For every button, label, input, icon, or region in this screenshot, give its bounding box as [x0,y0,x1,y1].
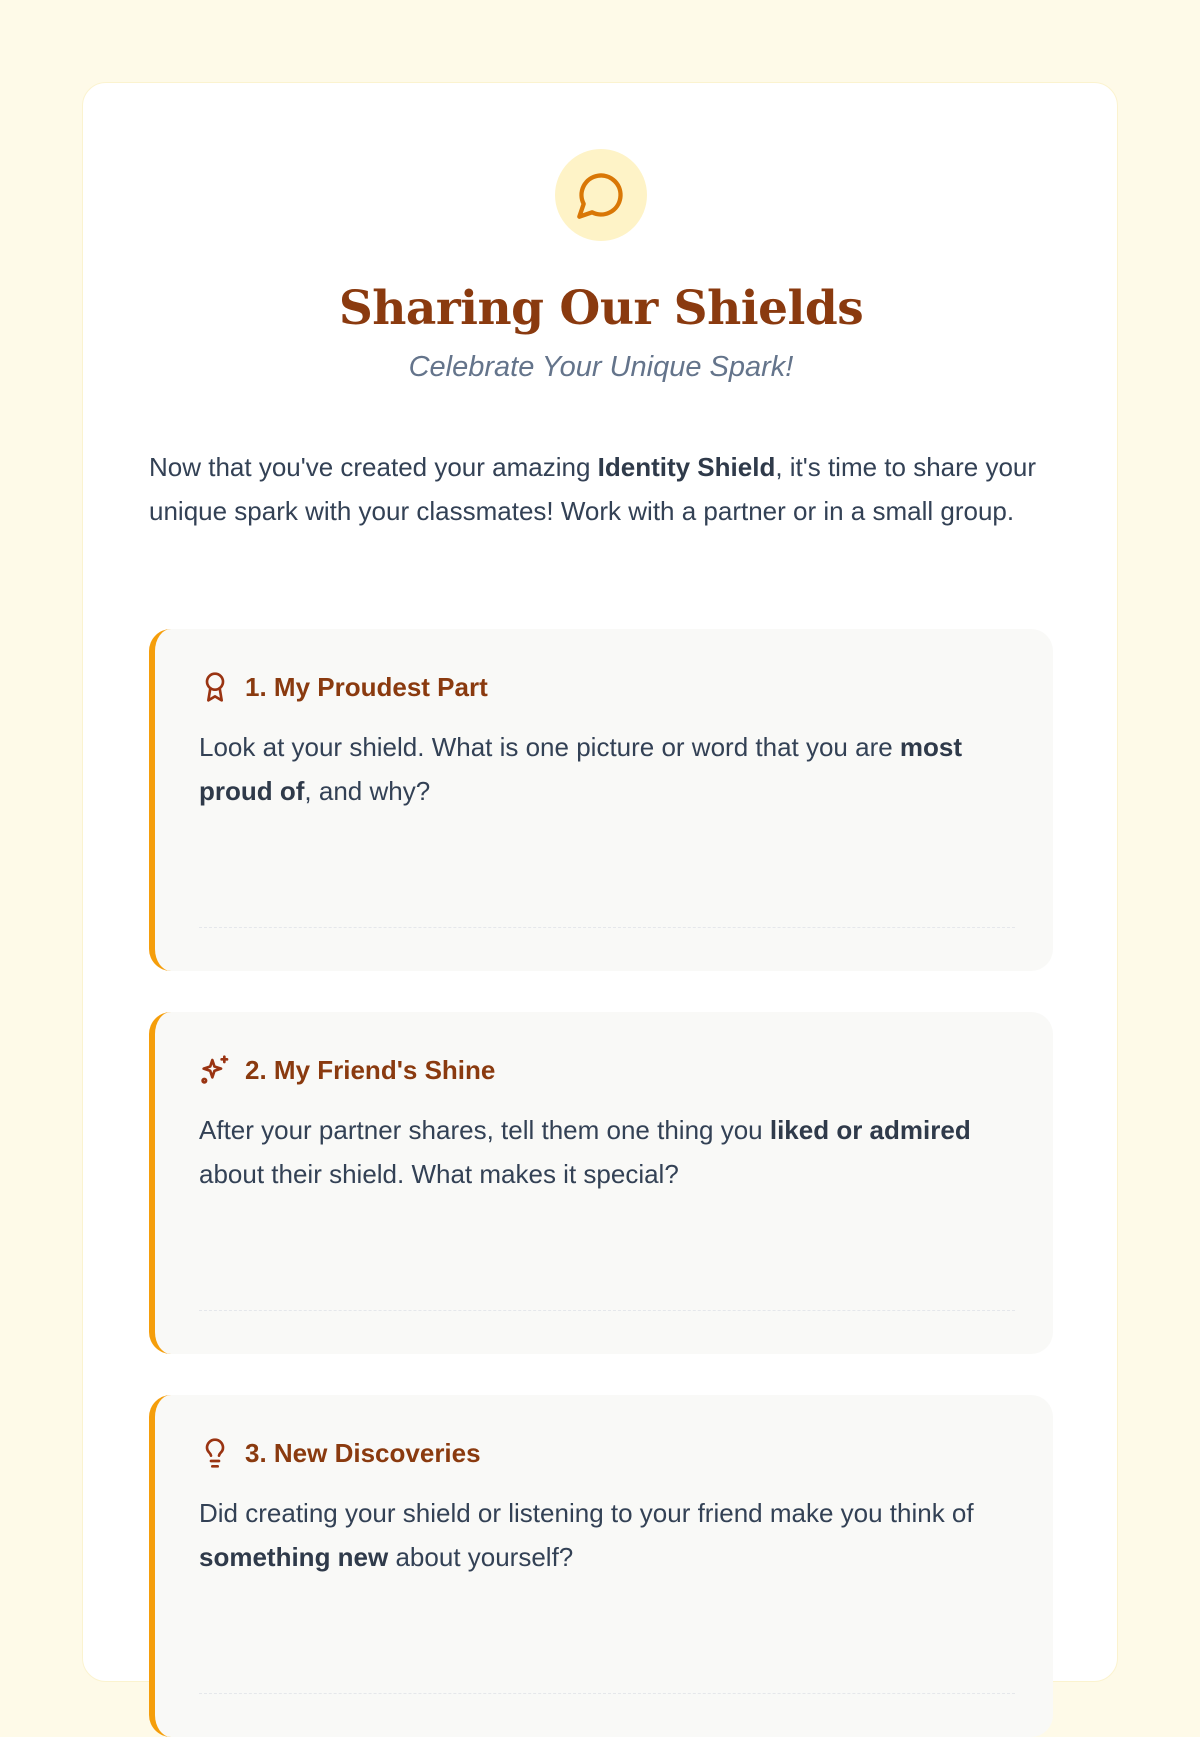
answer-line [199,1693,1015,1694]
page-subtitle: Celebrate Your Unique Spark! [408,351,794,383]
question-card [149,629,1053,971]
question-text-bold: most proud of [199,732,963,806]
question-text [199,725,999,813]
question-text-start: Look at your shield. What is one picture or word that you are [199,732,900,762]
page-title: Sharing Our Shields [338,281,864,336]
question-header [199,1054,495,1086]
question-title: 1. My Proudest Part [245,671,488,702]
question-text-end: about their shield. What makes it special? [199,1159,679,1189]
intro-text: Now that you've created your amazing [149,452,598,482]
question-card [149,1395,1053,1737]
question-card [149,1012,1053,1354]
question-header [199,1437,481,1469]
question-text [199,1491,999,1579]
question-title: 3. New Discoveries [245,1437,481,1468]
question-text-bold: liked or admired [769,1115,971,1145]
question-text-bold: something new [199,1542,389,1572]
question-text [199,1108,999,1196]
message-circle-icon [575,169,627,221]
answer-line [199,1310,1015,1311]
intro-text-end: , it's time to share your unique spark with your classmates! Work with a partner or in a small group. [149,452,1037,526]
question-title: 2. My Friend's Shine [245,1054,496,1085]
award-icon [199,671,231,703]
question-header [199,671,488,703]
intro-paragraph [149,445,1039,533]
question-text-end: , and why? [304,776,431,806]
question-text-start: Did creating your shield or listening to your friend make you think of [199,1498,974,1528]
question-text-start: After your partner shares, tell them one thing you [199,1115,770,1145]
worksheet-card [82,82,1118,1682]
sparkles-icon [199,1054,231,1086]
header-badge [555,149,647,241]
intro-bold: Identity Shield [597,452,776,482]
lightbulb-icon [199,1437,231,1469]
question-text-end: about yourself? [388,1542,574,1572]
answer-line [199,927,1015,928]
